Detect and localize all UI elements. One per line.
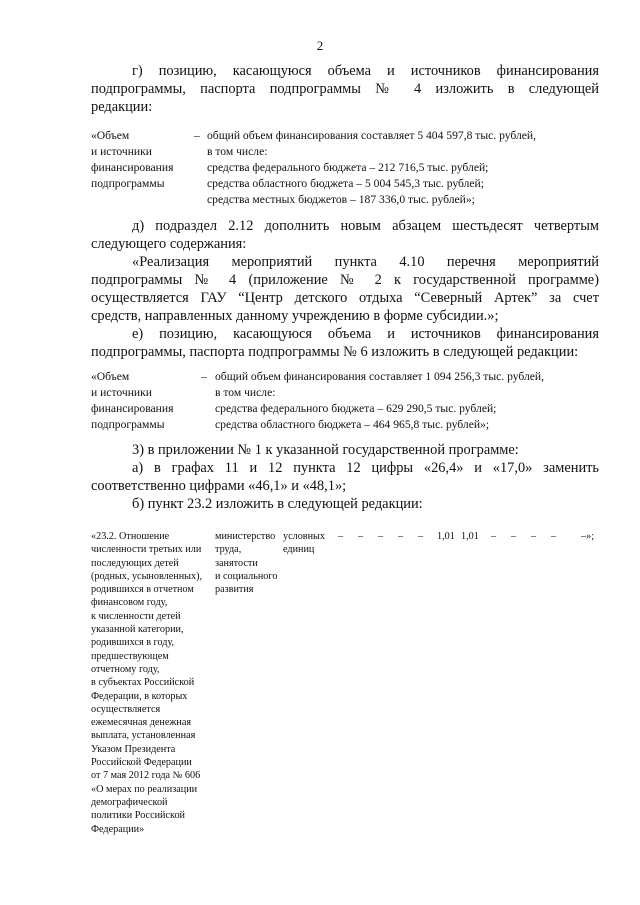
paragraph-e	[91, 325, 599, 361]
text-line: Указом Президента	[91, 743, 176, 755]
value-line: средства федерального бюджета – 629 290,5 тыс. рублей;	[215, 402, 497, 415]
paragraph-g	[91, 62, 599, 116]
text-line: отчетному году,	[91, 663, 160, 675]
label-line: подпрограммы	[91, 418, 165, 431]
passport-values	[207, 128, 536, 208]
value-cell: –	[378, 531, 384, 542]
value-cell: –	[338, 531, 344, 542]
text-line: и социального	[215, 570, 278, 582]
text-line: демографической	[91, 796, 168, 808]
text-line: от 7 мая 2012 года № 606	[91, 770, 201, 782]
value-cell: –	[418, 531, 424, 542]
value-line: общий объем финансирования составляет 5 404 597,8 тыс. рублей,	[207, 129, 537, 142]
text-line: подпрограммы, паспорта подпрограммы № 4 изложить в следующей	[91, 81, 599, 97]
text-line: предшествующем	[91, 650, 169, 662]
value-line: средства федерального бюджета – 212 716,5 тыс. рублей;	[207, 161, 489, 174]
label-line: подпрограммы	[91, 177, 165, 190]
text-line: (родных, усыновленных),	[91, 570, 203, 582]
text-line: г) позицию, касающуюся объема и источников финансирования	[132, 63, 599, 79]
text-line: министерство	[215, 531, 276, 542]
text-line: труда,	[215, 544, 242, 556]
value-cell: –	[491, 531, 497, 542]
value-line: общий объем финансирования составляет 1 094 256,3 тыс. рублей,	[215, 370, 545, 383]
text-line: ежемесячная денежная	[91, 717, 192, 729]
text-line: Федерации»	[91, 823, 145, 835]
text-line: развития	[215, 584, 254, 596]
text-line: редакции:	[91, 99, 153, 115]
value-line: средства местных бюджетов – 187 336,0 тыс. рублей»;	[207, 193, 475, 206]
ministry-cell	[215, 530, 277, 596]
value-line: в том числе:	[207, 145, 268, 158]
text-line: «Реализация мероприятий пункта 4.10 перечня мероприятий	[132, 254, 599, 270]
passport-label	[91, 128, 173, 192]
text-line: к численности детей	[91, 610, 181, 622]
text-line: а) в графах 11 и 12 пункта 12 цифры «26,4» и «17,0» заменить	[132, 460, 599, 476]
value-cell: –	[398, 531, 404, 542]
label-line: финансирования	[91, 161, 174, 174]
label-line: финансирования	[91, 402, 174, 415]
text-line: политики Российской	[91, 810, 186, 822]
text-line: подпрограммы, паспорта подпрограммы № 6 изложить в следующей редакции:	[91, 344, 579, 360]
label-line: «Объем	[91, 370, 130, 383]
value-cell: –	[531, 531, 537, 542]
value-cell: –	[551, 531, 557, 542]
text-line: в субъектах Российской	[91, 677, 195, 689]
value-line: в том числе:	[215, 386, 276, 399]
passport-dash: –	[201, 370, 207, 383]
text-line: Российской Федерации	[91, 757, 192, 769]
text-line: средств, направленных данному учреждению в форме субсидии.»;	[91, 308, 499, 324]
paragraph-3	[91, 441, 599, 513]
label-line: и источники	[91, 386, 152, 399]
value-line: средства областного бюджета – 5 004 545,3 тыс. рублей;	[207, 177, 484, 190]
passport-label	[91, 369, 173, 433]
text-line: соответственно цифрами «46,1» и «48,1»;	[91, 478, 347, 494]
indicator-cell	[91, 530, 202, 836]
text-line: указанной категории,	[91, 624, 184, 636]
text-line: осуществляется	[91, 703, 161, 715]
value-cell: 1,01	[461, 531, 479, 542]
passport-dash: –	[194, 129, 200, 142]
text-line: следующего содержания:	[91, 236, 247, 252]
value-cell: 1,01	[437, 531, 455, 542]
value-cell: –	[358, 531, 364, 542]
text-line: д) подраздел 2.12 дополнить новым абзацем шестьдесят четвертым	[132, 218, 599, 234]
value-cell: –	[511, 531, 517, 542]
text-line: родившихся в году,	[91, 637, 175, 649]
text-line: подпрограммы № 4 (приложение № 2 к государственной программе)	[91, 272, 599, 288]
text-line: финансовом году,	[91, 597, 168, 609]
text-line: «О мерах по реализации	[91, 783, 198, 795]
passport-values	[215, 369, 544, 433]
text-line: условных	[283, 531, 325, 542]
unit-cell	[283, 530, 325, 557]
text-line: осуществляется ГАУ “Центр детского отдыха “Северный Артек” за счет	[91, 290, 599, 306]
paragraph-d	[91, 217, 599, 325]
text-line: занятости	[215, 557, 258, 569]
page-number: 2	[316, 38, 324, 53]
text-line: 3) в приложении № 1 к указанной государственной программе:	[132, 442, 519, 458]
value-cell: –»;	[581, 531, 595, 542]
text-line: родившихся в отчетном	[91, 584, 194, 596]
text-line: выплата, установленная	[91, 730, 196, 742]
value-line: средства областного бюджета – 464 965,8 тыс. рублей»;	[215, 418, 490, 431]
text-line: Федерации, в которых	[91, 690, 188, 702]
label-line: и источники	[91, 145, 152, 158]
text-line: е) позицию, касающуюся объема и источников финансирования	[132, 326, 599, 342]
text-line: последующих детей	[91, 557, 179, 569]
label-line: «Объем	[91, 129, 130, 142]
text-line: единиц	[283, 544, 315, 556]
text-line: численности третьих или	[91, 544, 202, 556]
text-line: «23.2. Отношение	[91, 531, 170, 542]
text-line: б) пункт 23.2 изложить в следующей редакции:	[132, 496, 423, 512]
